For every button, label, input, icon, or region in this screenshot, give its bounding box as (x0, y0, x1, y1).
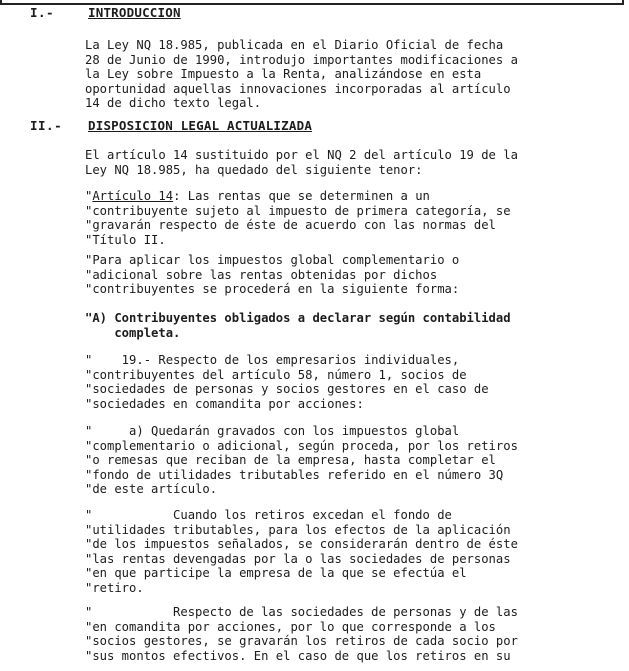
text-line: "A) Contribuyentes obligados a declarar según contabilidad (85, 311, 511, 325)
text-line: "en comandita por acciones, por lo que corresponde a los (85, 619, 496, 634)
text-line: Ley NQ 18.985, ha quedado del siguiente tenor: (85, 162, 423, 177)
subheading-a (85, 311, 589, 340)
text-line: "sus montos efectivos. En el caso de que los retiros en su (85, 648, 511, 663)
text-line: "de los impuestos señalados, se considerarán dentro de éste (85, 537, 518, 551)
text-line: " 19.- Respecto de los empresarios individuales, (85, 353, 460, 367)
text-line: "complementario o adicional, según proceda, por los retiros (85, 438, 518, 453)
text-line: la Ley sobre Impuesto a la Renta, analizándose en esta (85, 67, 482, 81)
text-line: "Título II. (85, 232, 166, 247)
text-line: completa. (85, 325, 181, 340)
text-line: " a) Quedarán gravados con los impuestos global (85, 424, 460, 438)
text-line: "o remesas que reciban de la empresa, hasta completar el (85, 453, 496, 467)
text-line: "Para aplicar los impuestos global complementario o (85, 253, 460, 267)
text-line: "en que participe la empresa de la que se efectúa el (85, 566, 467, 580)
text-line: "contribuyentes se procederá en la siguiente forma: (85, 282, 460, 296)
text-line: " Cuando los retiros excedan el fondo de (85, 508, 452, 522)
paragraph-item-a (85, 424, 589, 497)
text-line: "adicional sobre las rentas obtenidas por dichos (85, 267, 438, 282)
section-title: DISPOSICION LEGAL ACTUALIZADA (88, 118, 313, 133)
text-line: " Respecto de las sociedades de personas y de las (85, 605, 518, 619)
text-line: "utilidades tributables, para los efectos de la aplicación (85, 522, 511, 537)
paragraph-article-14 (85, 189, 589, 247)
text-line: "sociedades de personas y socios gestores en el caso de (85, 382, 489, 396)
text-line: "sociedades en comandita por acciones: (85, 396, 364, 411)
paragraph-withdrawals (85, 508, 589, 595)
text-line: "las rentas devengadas por la o las sociedades de personas (85, 551, 511, 566)
text-fragment: : Las rentas que se determinen a un (173, 189, 430, 203)
paragraph-item-1 (85, 353, 589, 411)
text-line: "socios gestores, se gravarán los retiros de cada socio por (85, 634, 518, 648)
text-line: "fondo de utilidades tributables referido en el número 3Q (85, 467, 504, 482)
text-line: "de este artículo. (85, 482, 218, 496)
text-line: El artículo 14 sustituido por el NQ 2 del artículo 19 de la (85, 148, 518, 162)
text-line: oportunidad aquellas innovaciones incorporadas al artículo (85, 81, 511, 96)
text-line: 14 de dicho texto legal. (85, 96, 262, 110)
text-line: "Artículo 14: Las rentas que se determinen a un (85, 189, 430, 203)
text-line: "retiro. (85, 580, 144, 595)
section-title: INTRODUCCION (88, 5, 181, 20)
intro-paragraph (85, 38, 589, 111)
paragraph-taxes (85, 253, 589, 297)
text-line: "contribuyentes del artículo 58, número 1, socios de (85, 367, 467, 382)
text-line: "contribuyente sujeto al impuesto de primera categoría, se (85, 203, 511, 218)
paragraph-partnerships (85, 605, 589, 663)
section-number: I.- (30, 5, 55, 20)
text-line: 28 de Junio de 1990, introdujo importantes modificaciones a (85, 52, 518, 67)
article-label: Artículo 14 (92, 189, 174, 203)
paragraph-intro-article (85, 148, 589, 177)
text-line: La Ley NQ 18.985, publicada en el Diario Oficial de fecha (85, 38, 504, 52)
text-line: "gravarán respecto de éste de acuerdo con las normas del (85, 218, 496, 232)
section-number: II.- (30, 118, 63, 133)
